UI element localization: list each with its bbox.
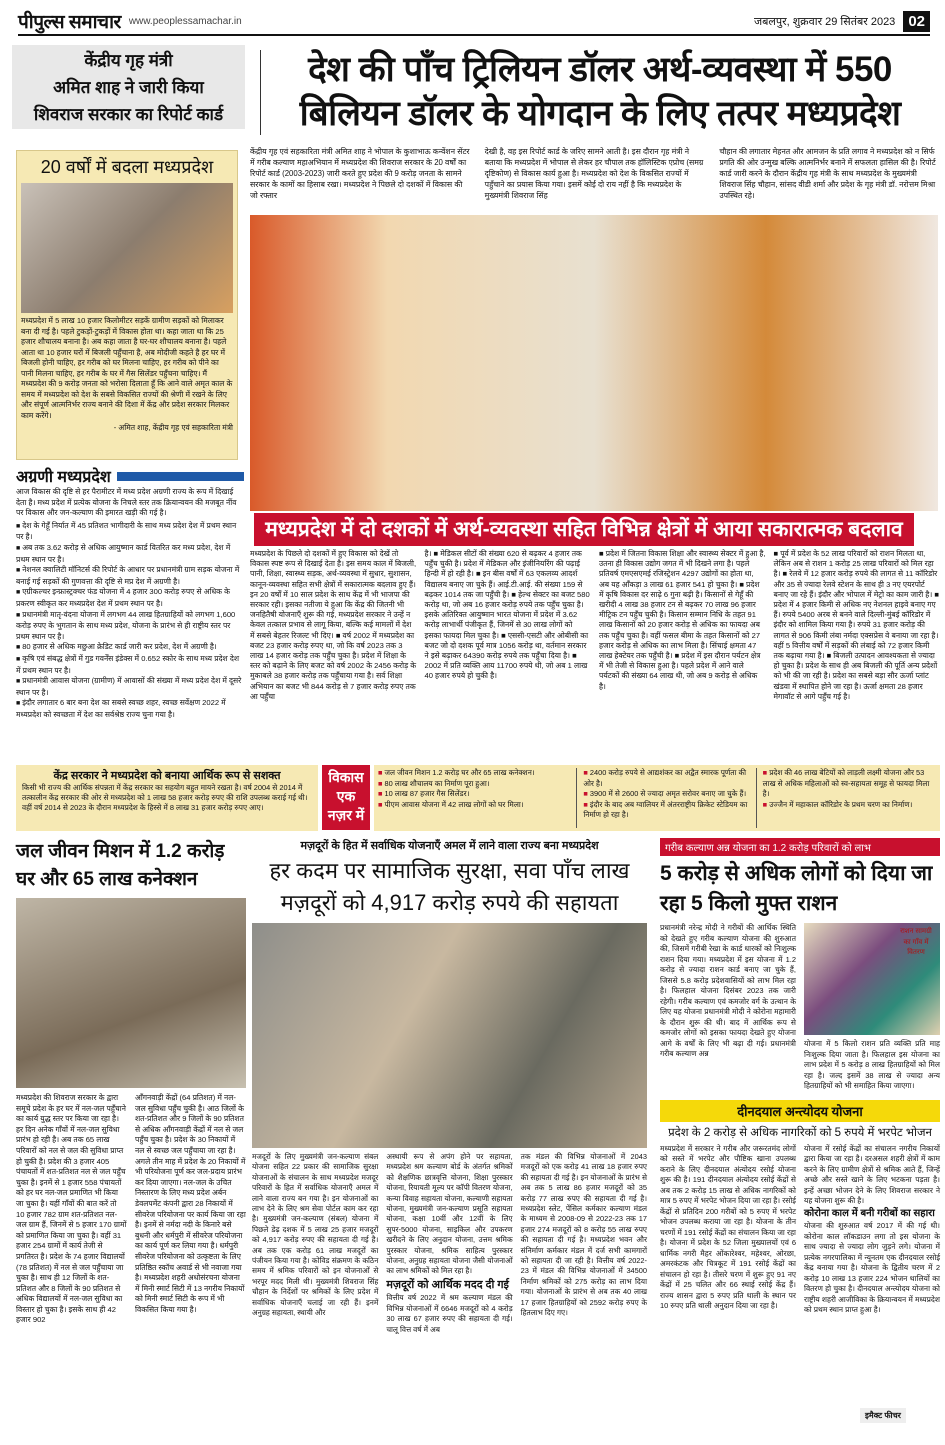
agrani-title <box>16 465 244 487</box>
labour-headline: हर कदम पर सामाजिक सुरक्षा, सवा पाँच लाख मज़दूरों को 4,917 करोड़ रुपये की सहायता <box>269 858 630 915</box>
dateline: जबलपुर, शुक्रवार 29 सितंबर 2023 <box>753 15 896 28</box>
glance-column <box>763 768 936 828</box>
main-article-body <box>250 549 940 761</box>
glance-box <box>374 765 940 831</box>
article-column: मध्यप्रदेश में सरकार ने गरीब और जरूरतमंद लोगों को सस्ते में भरपेट और पौष्टिक खाना उपलब्ध कराने के लिए दीनदयाल अंत्योदय रसोई योजना शुरू की है। 191 दीनदयाल अंत्योदय रसोई केंद्रों से अब तक 2 करोड़ 15 लाख से अधिक नागरिकों को मात्र 5 रुपए में भरपेट भोजन दिया जा रहा है। रसोई केंद्रों से प्रतिदिन 200 गरीबों को 5 रुपए में भरपेट भोजन उपलब्ध कराया जा रहा है। योजना के तीन चरणों में 191 रसोई केंद्रों का संचालन किया जा रहा है। योजना में प्रदेश के 52 जिला मुख्यालयों एवं 6 धार्मिक नगरी मैहर ओंकारेश्वर, महेश्वर, ओरछा, अमरकंटक और चित्रकूट में 191 रसोई केंद्रों का संचालन हो रहा है। तीसरे चरण में शुरू हुए 91 नए केंद्रों में 25 चलित और 66 स्थाई रसोई केंद्र हैं। राज्य शासन द्वारा 5 रुपए प्रति थाली के स्थान पर 10 रुपए प्रति थाली अनुदान दिया जा रहा है। <box>660 1143 796 1310</box>
agrani-section <box>16 465 244 720</box>
quote-box-title: 20 वर्षों में बदला मध्यप्रदेश <box>40 157 214 177</box>
woman-with-water-pot-photo <box>16 898 246 1088</box>
intro-column: चौहान की लगातार मेहनत और आमजन के प्रति लगाव ने मध्यप्रदेश को न सिर्फ प्रगति की ओर उन्मुख बल्कि आत्मनिर्भर बनाने में सफलता हासिल की है। रिपोर्ट कार्ड जारी करने के दौरान केंद्रीय गृह मंत्री के साथ मध्यप्रदेश के मुख्यमंत्री शिवराज सिंह चौहान, सांसद वीडी शर्मा और प्रदेश के गृह मंत्री डॉ. नरोत्तम मिश्रा उपस्थित रहे। <box>719 147 936 200</box>
paragraph: योजना की शुरुआत वर्ष 2017 में की गई थी। कोरोना काल लॉकडाउन लगा तो इस योजना के साथ ज्यादा से ज्यादा लोग जुड़ने लगे। योजना में प्रत्येक नगरपालिका में न्यूनतम एक दीनदयाल रसोई केंद्र बनाया गया है। योजना के द्वितीय चरण में 2 करोड़ 10 लाख 13 हजार 224 भोजन थालियों का वितरण हो चुका है। दीनदयाल अन्त्योदय योजना को राष्ट्रीय शहरी आजीविका के क्रियान्वयन में मध्यप्रदेश को प्रथम स्थान प्राप्त हुआ है। <box>804 1221 940 1314</box>
agrani-title-text: अग्रणी मध्यप्रदेश <box>16 469 111 486</box>
article-column: मध्यप्रदेश की शिवराज सरकार के द्वारा समूचे प्रदेश के हर घर में नल-जल पहुँचाने का कार्य युद्ध स्तर पर किया जा रहा है। हर दिन अनेक गाँवों में नल-जल सुविधा प्रारंभ हो रही है। अब तक 65 लाख परिवारों को नल से जल की सुविधा प्राप्त हो चुकी है। प्रदेश की 3 हजार 405 पंचायतों में शत-प्रतिशत नल से जल पहुँच चुका है। इनमें से 1 हजार 558 पंचायतों को हर घर नल-जल प्रमाणित भी किया जा चुका है। यहीं गाँवों की बात करें तो 10 हजार 782 ग्राम शत-प्रतिशत नल-जल ग्राम हैं, जिनमें से 5 हजार 170 ग्रामों को प्रमाणित किया जा चुका है। वहीं 31 हजार 254 ग्रामों में कार्य तेजी से प्रगतिरत है। प्रदेश के 74 हजार विद्यालयों (78 प्रतिशत) में नल से जल पहुँचाया जा चुका है। साथ ही 12 जिलों के शत-प्रतिशत और 8 जिलों के 90 प्रतिशत से अधिक विद्यालयों में नल-जल सुविधा का विस्तार हो चुका है। इसके साथ ही 42 हजार 902 <box>16 1093 127 1325</box>
list-item: ■ देश के गेहूँ निर्यात में 45 प्रतिशत भागीदारी के साथ मध्य प्रदेश देश में प्रथम स्थान पर है। <box>16 521 244 543</box>
list-item: ■ इंदौर लगातार 6 बार बना देश का सबसे स्वच्छ शहर, स्वच्छ सर्वेक्षण 2022 में मध्यप्रदेश को स्वच्छता में देश का सर्वश्रेष्ठ राज्य चुना गया है। <box>16 698 244 720</box>
side-headline <box>12 45 245 129</box>
article-column: ■ प्रदेश में जितना विकास शिक्षा और स्वास्थ्य सेक्टर में हुआ है, उतना ही विकास उद्योग जगत में भी दिखने लगा है। पहले प्रतिवर्ष एमएसएमई रजिस्ट्रेशन 4297 उद्योगों का होता था, अब यह आँकड़ा 3 लाख 61 हजार 541 हो चुका है। ■ प्रदेश में कृषि विकास दर साढ़े 6 गुना बढ़ी है। किसानों से गेहूँ की खरीदी 4 लाख 38 हजार टन से बढ़कर 70 लाख 96 हजार मीट्रिक टन पहुँच चुकी है। किसान सम्मान निधि के तहत 91 लाख किसानों को 20 हजार करोड़ से अधिक का फायदा अब तक पहुँच चुका है। वहीं फसल बीमा के तहत किसानों को 27 हजार करोड़ से अधिक का लाभ मिला है। सिंचाई क्षमता 47 लाख हेक्टेयर तक पहुँची है। ■ प्रदेश में इस दौरान पर्यटन क्षेत्र में भी तेजी से विकास हुआ है। पहले प्रदेश में आने वाले पर्यटकों की संख्या 64 लाख थी, जो अब 9 करोड़ से अधिक है। <box>599 549 766 691</box>
labour-article <box>252 838 647 1335</box>
center-support-box <box>16 765 318 831</box>
amit-shah-photo <box>21 183 233 313</box>
side-headline-line: केंद्रीय गृह मंत्री <box>84 50 173 70</box>
ration-article <box>660 838 940 1316</box>
article-column <box>804 923 940 1092</box>
list-item: ■ उज्जैन में महाकाल कॉरिडोर के प्रथम चरण का निर्माण। <box>762 799 913 809</box>
article-column: प्रधानमंत्री नरेन्द्र मोदी ने गरीबों की आर्थिक स्थिति को देखते हुए गरीब कल्याण योजना की शुरुआत की, जिसमें गरीबी रेखा के कार्ड धारकों को निःशुल्क राशन दिया गया। मध्यप्रदेश में इस योजना में 1.2 करोड़ से ज्यादा राशन कार्ड बनाए जा चुके हैं, जिससे 5.8 करोड़ प्रदेशवासियों को लाभ मिल रहा है। फिलहाल योजना दिसंबर 2023 तक जारी रहेगी। गरीब कल्याण एवं कमजोर वर्ग के उत्थान के लिए यह योजना प्रधानमंत्री मोदी ने कोरोना महामारी के दौरान शुरू की थी। बाद में आर्थिक रूप से कमजोर लोगों को इसका फायदा देखते हुए योजना आगे के वर्षों के लिए भी बढ़ा दी गई। प्रधानमंत्री गरीब कल्याण अन्न <box>660 923 796 1058</box>
center-support-text: किसी भी राज्य की आर्थिक संपन्नता में केंद्र सरकार का सहयोग बहुत मायने रखता है। वर्ष 2004 से 2014 में तत्कालीन केंद्र सरकार की ओर से मध्यप्रदेश को 1 लाख 58 हजार करोड़ रुपए की राशि उपलब्ध कराई गई थी। वहीं वर्ष 2014 से 2023 के दौरान मध्यप्रदेश के हिस्से में 8 लाख 31 हजार करोड़ रुपए आए। <box>22 783 308 812</box>
intro-column: केंद्रीय गृह एवं सहकारिता मंत्री अमित शाह ने भोपाल के कुशाभाऊ कन्वेंशन सेंटर में गरीब कल्याण महाअभियान में मध्यप्रदेश की शिवराज सरकार के 20 वर्षों का रिपोर्ट कार्ड (2003-2023) जारी करते हुए प्रदेश की 9 करोड़ जनता के सामने सरकार के कामों का हिसाब रखा। मध्यप्रदेश ने पिछले दो दशकों में विकास की जो रफ्तार <box>250 147 470 200</box>
ration-kicker: गरीब कल्याण अन्न योजना का 1.2 करोड़ परिवारों को लाभ <box>660 838 940 856</box>
list-item: ■ एग्रीकल्चर इन्फ्रास्ट्रक्चर फंड योजना में 4 हजार 300 करोड़ रुपए से अधिक के प्रकरण स्वीकृत कर मध्यप्रदेश देश में प्रथम स्थान पर है। <box>16 587 244 609</box>
center-support-title: केंद्र सरकार ने मध्यप्रदेश को बनाया आर्थिक रूप से सशक्त <box>53 770 281 782</box>
list-item: ■ कृषि एवं संबद्ध क्षेत्रों में गुड गवर्नेंस इंडेक्स में 0.652 स्कोर के साथ मध्य प्रदेश देश में प्रथम स्थान पर है। <box>16 654 244 676</box>
article-column: तक मंडल की विभिन्न योजनाओं में 2043 मजदूरों को एक करोड़ 41 लाख 18 हजार रुपए की सहायता दी गई है। इन योजनाओं के प्रारंभ से अब तक 5 लाख 86 हजार मजदूरों को 35 करोड़ 77 लाख रुपए की सहायता दी गई है। मध्यप्रदेश स्लेट, पेंसिल कर्मकार कल्याण मंडल के माध्यम से 2008-09 से 2022-23 तक 17 हजार 274 मजदूरों को 8 करोड़ 55 लाख रुपए की सहायता दी गई है। मध्यप्रदेश भवन और संनिर्माण कर्मकार मंडल में दर्ज सभी कामगारों को सहायता दी जा रही है। वित्तीय वर्ष 2022-23 में मंडल की विभिन्न योजनाओं में 34500 निर्माण श्रमिकों को 275 करोड़ का लाभ दिया गया। योजनाओं के प्रारंभ से अब तक 40 लाख 17 हजार हितग्राहियों को 2592 करोड़ रुपए के हितलाभ दिए गए। <box>520 1152 647 1318</box>
ration-distribution-photo <box>804 923 940 1035</box>
paragraph: अस्थायी रूप से अपंग होने पर सहायता, मध्यप्रदेश श्रम कल्याण बोर्ड के अंतर्गत श्रमिकों को शैक्षणिक छात्रवृत्ति योजना, शिक्षा पुरस्कार योजना, रियायती मूल्य पर कॉपी वितरण योजना, कन्या विवाह सहायता योजना, कल्याणी सहायता योजना, मुख्यमंत्री जन-कल्याण प्रसूति सहायता योजना, कक्षा 10वीं और 12वीं के लिए सुपर-5000 योजना, साइकिल और उपकरण खरीदने के लिए अनुदान योजना, उत्तम श्रमिक पुरस्कार योजना, श्रमिक साहित्य पुरस्कार योजना, अनुग्रह सहायता योजना जैसी योजनाओं का लाभ श्रमिकों को मिल रहा है। <box>386 1152 513 1276</box>
article-column: आँगनवाड़ी केंद्रों (64 प्रतिशत) में नल-जल सुविधा पहुँच चुकी है। आठ जिलों के शत-प्रतिशत और 9 जिलों के 90 प्रतिशत से अधिक आँगनवाड़ी केंद्रों में नल से जल पहुँच चुका है। प्रदेश के 30 निकायों में नल से स्वच्छ जल पहुँचाया जा रहा है। अगले तीन माह में प्रदेश के 20 निकायों में भी परियोजना पूर्ण कर जल-प्रदाय प्रारंभ कर दिया जाएगा। नल-जल के उचित निस्तारण के लिए मध्य प्रदेश अर्बन डेवलपमेंट कंपनी द्वारा 28 निकायों में सीवरेज परियोजना पर कार्य किया जा रहा है। इनमें से नर्मदा नदी के किनारे बसे बुधनी और धर्मपुरी में सीवरेज परियोजना का कार्य पूर्ण कर लिया गया है। धर्मपुरी सीवरेज परियोजना को उत्कृष्टता के लिए प्रतिष्ठित स्कॉच अवार्ड से भी नवाजा गया है। मध्यप्रदेश शहरी अधोसंरचना योजना में मिनी स्मार्ट सिटी में 13 नगरीय निकायों को मिनी स्मार्ट सिटी के रूप में भी विकसित किया गया है। <box>135 1093 246 1314</box>
list-item: ■ 80 लाख शौचालय का निर्माण पूरा हुआ। <box>378 778 490 788</box>
list-item: ■ प्रधानमंत्री आवास योजना (ग्रामीण) में आवासों की संख्या में मध्य प्रदेश देश में दूसरे स्थान पर है। <box>16 676 244 698</box>
list-item: ■ 80 हजार से अधिक मछुआ क्रेडिट कार्ड जारी कर प्रदेश, देश में अग्रणी है। <box>16 642 244 654</box>
list-item: ■ 10 लाख 87 हजार गैस सिलेंडर। <box>378 789 470 798</box>
divider <box>260 50 261 135</box>
article-column: मध्यप्रदेश के पिछले दो दशकों में हुए विकास को देखें तो विकास स्पष्ट रूप से दिखाई देता है। इस समय काल में बिजली, पानी, शिक्षा, स्वास्थ्य सड़क, अर्थ-व्यवस्था में सुधार, सुशासन, कानून-व्यवस्था सहित सभी क्षेत्रों में सकारात्मक बदलाव हुए हैं। इन 20 वर्षों में 10 साल प्रदेश के साथ केंद्र में भी भाजपा की सरकार रही। इसका नतीजा ये हुआ कि केंद्र की जितनी भी जनहितैषी योजनाएँ शुरू की गई, मध्यप्रदेश सरकार ने उन्हें न केवल तत्काल प्रभाव से लागू किया, बल्कि कई मामलों में देश में सबसे बेहतर रिजल्ट भी दिए। ■ वर्ष 2002 में मध्यप्रदेश का बजट 23 हजार करोड़ रुपए था, जो कि वर्ष 2023 तक 3 लाख 14 हजार करोड़ तक पहुँच चुका है। प्रदेश में शिक्षा के स्तर को बढ़ाने के लिए बजट को वर्ष 2002 के 2456 करोड़ के मुकाबले 38 हजार करोड़ तक पहुँचाया गया है। सर्व शिक्षा अभियान का बजट भी 844 करोड़ से 7 हजार करोड़ रुपए तक आ पहुँचा <box>250 549 417 701</box>
glance-column <box>583 768 756 828</box>
list-item: ■ जल जीवन मिशन 1.2 करोड़ घर और 65 लाख कनेक्शन। <box>378 768 535 777</box>
article-column: ■ पूर्व में प्रदेश के 52 लाख परिवारों को राशन मिलता था, लेकिन अब से राशन 1 करोड़ 25 लाख परिवारों को मिल रहा है। ■ रेलवे में 12 हजार करोड़ रुपये की लागत से 11 कॉरिडोर और 35 से ज्यादा रेलवे स्टेशन के साथ ही 3 नए एयरपोर्ट बनाए जा रहे हैं। इंदौर और भोपाल में मेट्रो का काम जारी है। ■ प्रदेश में 4 हजार किमी से अधिक नए नेशनल हाइवे बनाए गए हैं। रुपये 5400 अरब से बनने वाले दिल्ली-मुंबई कॉरिडोर में इंदौर को शामिल किया गया है। रुपये 31 हजार करोड़ की लागत से 906 किमी लंबा नर्मदा एक्सप्रेस वे बनाया जा रहा है। वहीं 5 वित्तीय वर्षों में सड़कों की लंबाई को 72 हजार किमी तक बढ़ाया गया है। ■ बिजली उत्पादन आवश्यकता से ज्यादा हो चुका है। प्रदेश के साथ ही अब बिजली की पूर्ति अन्य प्रदेशों को भी की जा रही है। प्रदेश का सबसे बड़ा सौर ऊर्जा प्लांट खंडवा में स्थापित होने जा रहा है। ऊर्जा क्षमता 28 हजार मेगावॉट से आगे पहुँच गई है। <box>773 549 939 701</box>
photo-caption: राशन सामग्री का गाँव में वितरण <box>900 928 932 956</box>
list-item: ■ प्रदेश की 46 लाख बेटियों को लाड़ली लक्ष्मी योजना और 53 लाख से अधिक महिलाओं को स्व-सहायता समूह से फायदा मिला है। <box>762 768 930 798</box>
article-column: मजदूरों के लिए मुख्यमंत्री जन-कल्याण संबल योजना सहित 22 प्रकार की सामाजिक सुरक्षा योजनाओं के संचालन के साथ मध्यप्रदेश मजदूर परिवारों के हित में सर्वाधिक योजनाएँ अमल में लाने वाला राज्य बन गया है। इन योजनाओं का लाभ देने के लिए श्रम सेवा पोर्टल काम कर रहा है। मुख्यमंत्री जन-कल्याण (संबल) योजना में पिछले डेढ़ दशक में 5 लाख 25 हजार मजदूरों को 4,917 करोड़ रुपए की सहायता दी गई है। अब तक एक करोड़ 61 लाख मजदूरों का पंजीयन किया गया है। कोविड संक्रमण के कठिन समय में श्रमिक परिवारों को इन योजनाओं से भरपूर मदद मिली थी। मुख्यमंत्री शिवराज सिंह चौहान के निर्देशों पर श्रमिकों के लिए प्रदेश में सर्वाधिक योजनाएँ चलाई जा रही हैं। इनमें अनुग्रह सहायता, स्थायी और <box>252 1152 379 1318</box>
glance-label <box>322 765 370 830</box>
list-item: ■ प्रधानमंत्री मातृ-वंदना योजना में लगभग 44 लाख हितग्राहियों को लगभग 1,600 करोड़ रुपए के भुगतान के साथ मध्य प्रदेश, योजना के प्रारंभ से ही राष्ट्रीय स्तर पर प्रथम स्थान पर है। <box>16 610 244 643</box>
paragraph: योजना में 5 किलो राशन प्रति व्यक्ति प्रति माह निःशुल्क दिया जाता है। फिलहाल इस योजना का लाभ प्रदेश में 5 करोड़ 8 लाख हितग्राहियों को मिल रहा है। जल्द इसमें 38 लाख से ज्यादा अन्य हितग्राहियों को भी समाहित किया जाएगा। <box>804 1039 940 1090</box>
intro-column: देखी है, वह इस रिपोर्ट कार्ड के जरिए सामने आती है। इस दौरान गृह मंत्री ने बताया कि मध्यप्रदेश में भोपाल से लेकर हर चौपाल तक हॉलिस्टिक एप्रोच (समग्र दृष्टिकोण) से विकास कार्य हुआ है। मध्यप्रदेश को देश के विकसित राज्यों में पहुँचाने का प्रयास किया गया। इसमें कोई दो राय नहीं है कि मध्यप्रदेश के मुख्यमंत्री शिवराज सिंह <box>484 147 704 200</box>
quote-attribution: - अमित शाह, केंद्रीय गृह एवं सहकारिता मंत्री <box>113 423 233 432</box>
list-item: ■ 2400 करोड़ रुपये से आद्यशंकर का अद्वैत स्मारक पूर्णता की ओर है। <box>583 768 747 788</box>
masthead <box>18 8 930 36</box>
labour-kicker: मज़दूरों के हित में सर्वाधिक योजनाएँ अमल में लाने वाला राज्य बना मध्यप्रदेश <box>300 840 599 852</box>
paragraph: योजना में रसोई केंद्रों का संचालन नगरीय निकायों द्वारा किया जा रहा है। दरअसल शहरी क्षेत्रों में काम करने के लिए ग्रामीण क्षेत्रों से श्रमिक आते हैं, जिन्हें अच्छे और सस्ते खाने के लिए भटकना पड़ता है। इन्हें अच्छा भोजन देने के लिए शिवराज सरकार ने यह योजना शुरू की है। <box>804 1143 940 1205</box>
glance-label-line: विकास <box>328 769 364 785</box>
section-banner: मध्यप्रदेश में दो दशकों में अर्थ-व्यवस्था सहित विभिन्न क्षेत्रों में आया सकारात्मक बदलाव <box>254 513 914 546</box>
list-item: ■ इंदौर के बाद अब ग्वालियर में अंतरराष्ट्रीय क्रिकेट स्टेडियम का निर्माण हो रहा है। <box>583 799 748 819</box>
glance-column <box>378 768 577 828</box>
intro-text <box>250 146 940 201</box>
agrani-intro: आज विकास की दृष्टि से हर पैरामीटर में मध्य प्रदेश अग्रणी राज्य के रूप में दिखाई देता है। मध्य प्रदेश में प्रत्येक योजना के निचले स्तर तक क्रियान्वयन की मजबूत नींव पर विकास और जन-कल्याण की इमारत खड़ी की गई है। <box>16 487 237 518</box>
deendayal-subtitle: प्रदेश के 2 करोड़ से अधिक नागरिकों को 5 रुपये में भरपेट भोजन <box>668 1126 932 1139</box>
article-column: है। ■ मेडिकल सीटों की संख्या 620 से बढ़कर 4 हजार तक पहुँच चुकी है। प्रदेश में मेडिकल और इंजीनियरिंग की पढ़ाई हिन्दी में हो रही है। ■ इन बीस वर्षों में 63 एकलव्य आदर्श विद्यालय बनाए जा चुके हैं। आई.टी.आई. की संख्या 159 से बढ़कर 1014 तक जा पहुँची है। ■ हेल्थ सेक्टर का बजट 580 करोड़ था, जो अब 16 हजार करोड़ रुपये तक पहुँच चुका है। इसके अतिरिक्त आयुष्मान भारत योजना में प्रदेश में 3.62 करोड़ लाभार्थी पंजीकृत हैं, जिनमें से 30 लाख लोगों को इसका फायदा मिल चुका है। ■ एससी-एसटी और ओबीसी का बजट जो दो दशक पूर्व मात्र 1056 करोड़ था, वर्तमान सरकार ने इसे बढ़ाकर 64390 करोड़ रुपये तक पहुँचा दिया है। ■ 2002 में प्रति व्यक्ति आय 11700 रुपये थी, जो अब 1 लाख 40 हजार रुपये हो चुकी है। <box>424 549 590 681</box>
report-card-release-photo <box>250 215 938 511</box>
deendayal-title: दीनदयाल अन्त्योदय योजना <box>660 1100 940 1122</box>
page-number: 02 <box>903 11 930 32</box>
glance-label-line: एक <box>336 788 356 804</box>
labour-subhead: मज़दूरों को आर्थिक मदद दी गई <box>386 1278 509 1291</box>
water-headline: जल जीवन मिशन में 1.2 करोड़ घर और 65 लाख कनेक्शन <box>16 841 225 890</box>
website-url[interactable]: www.peoplessamachar.in <box>128 15 242 27</box>
list-item: ■ अब तक 3.62 करोड़ से अधिक आयुष्मान कार्ड वितरित कर मध्य प्रदेश, देश में प्रथम स्थान पर है। <box>16 543 244 565</box>
quote-box <box>16 150 238 460</box>
list-item: ■ 3900 में से 2600 से ज्यादा अमृत सरोवर बनाए जा चुके हैं। <box>583 789 747 798</box>
side-headline-line: शिवराज सरकार का रिपोर्ट कार्ड <box>33 104 224 124</box>
ration-headline: 5 करोड़ से अधिक लोगों को दिया जा रहा 5 किलो मुफ्त राशन <box>660 862 933 915</box>
newspaper-logo: पीपुल्स समाचार <box>18 12 121 33</box>
side-headline-line: अमित शाह ने जारी किया <box>53 77 204 97</box>
feature-credit: इमैक्ट फीचर <box>860 1408 906 1423</box>
deendayal-subhead: कोरोना काल में बनी गरीबों का सहारा <box>804 1207 935 1219</box>
article-column <box>386 1152 512 1335</box>
list-item: ■ नेशनल क्वालिटी मॉनिटर्स की रिपोर्ट के आधार पर प्रधानमंत्री ग्राम सड़क योजना में बनाई गई सड़कों की गुणवत्ता की दृष्टि से मप्र देश में अग्रणी है। <box>16 565 244 587</box>
construction-workers-photo <box>252 923 647 1148</box>
article-column <box>804 1144 940 1316</box>
main-headline: देश की पाँच ट्रिलियन डॉलर अर्थ-व्यवस्था में 550 बिलियन डॉलर के योगदान के लिए तत्पर मध्यप्रदेश <box>299 50 901 133</box>
list-item: ■ पीएम आवास योजना में 42 लाख लोगों को घर मिला। <box>378 799 524 809</box>
water-mission-article <box>16 838 246 1326</box>
title-bar <box>117 472 244 481</box>
agrani-list <box>16 521 244 721</box>
quote-text: मध्यप्रदेश में 5 लाख 10 हजार किलोमीटर सड़कें ग्रामीण सड़कों को मिलाकर बना दी गई है। पहले टुकड़ों-टुकड़ों में विकास होता था। कहा जाता था कि 25 हजार शौचालय बनाना है। अब कहा जाता है घर-घर शौचालय बनाना है। पहले आता था 10 हजार घरों में बिजली पहुँचाना है, अब मोदीजी कहते है हर घर में बिजली होनी चाहिए, हर गरीब को घर मिलना चाहिए, हर गरीब को पीने का पानी मिलना चाहिए, हर गरीब के घर में गैस सिलेंडर पहुँचना चाहिए। मैं मध्यप्रदेश की 9 करोड़ जनता को भरोसा दिलाता हूँ कि आने वाले अमृत काल के समय में मध्यप्रदेश को देश के सबसे विकसित राज्यों की श्रेणी में रखने के लिए और संपूर्ण आत्मनिर्भर राज्य बनाने की दिशा में केंद्र और प्रदेश सरकार मिलकर काम करेंगे। <box>21 316 233 420</box>
paragraph: वित्तीय वर्ष 2022 में श्रम कल्याण मंडल की विभिन्न योजनाओं में 6646 मजदूरों को 4 करोड़ 30 लाख 67 हजार रुपए की सहायता दी गई। चालू वित्त वर्ष में अब <box>386 1293 513 1334</box>
glance-label-line: नज़र में <box>327 807 365 823</box>
